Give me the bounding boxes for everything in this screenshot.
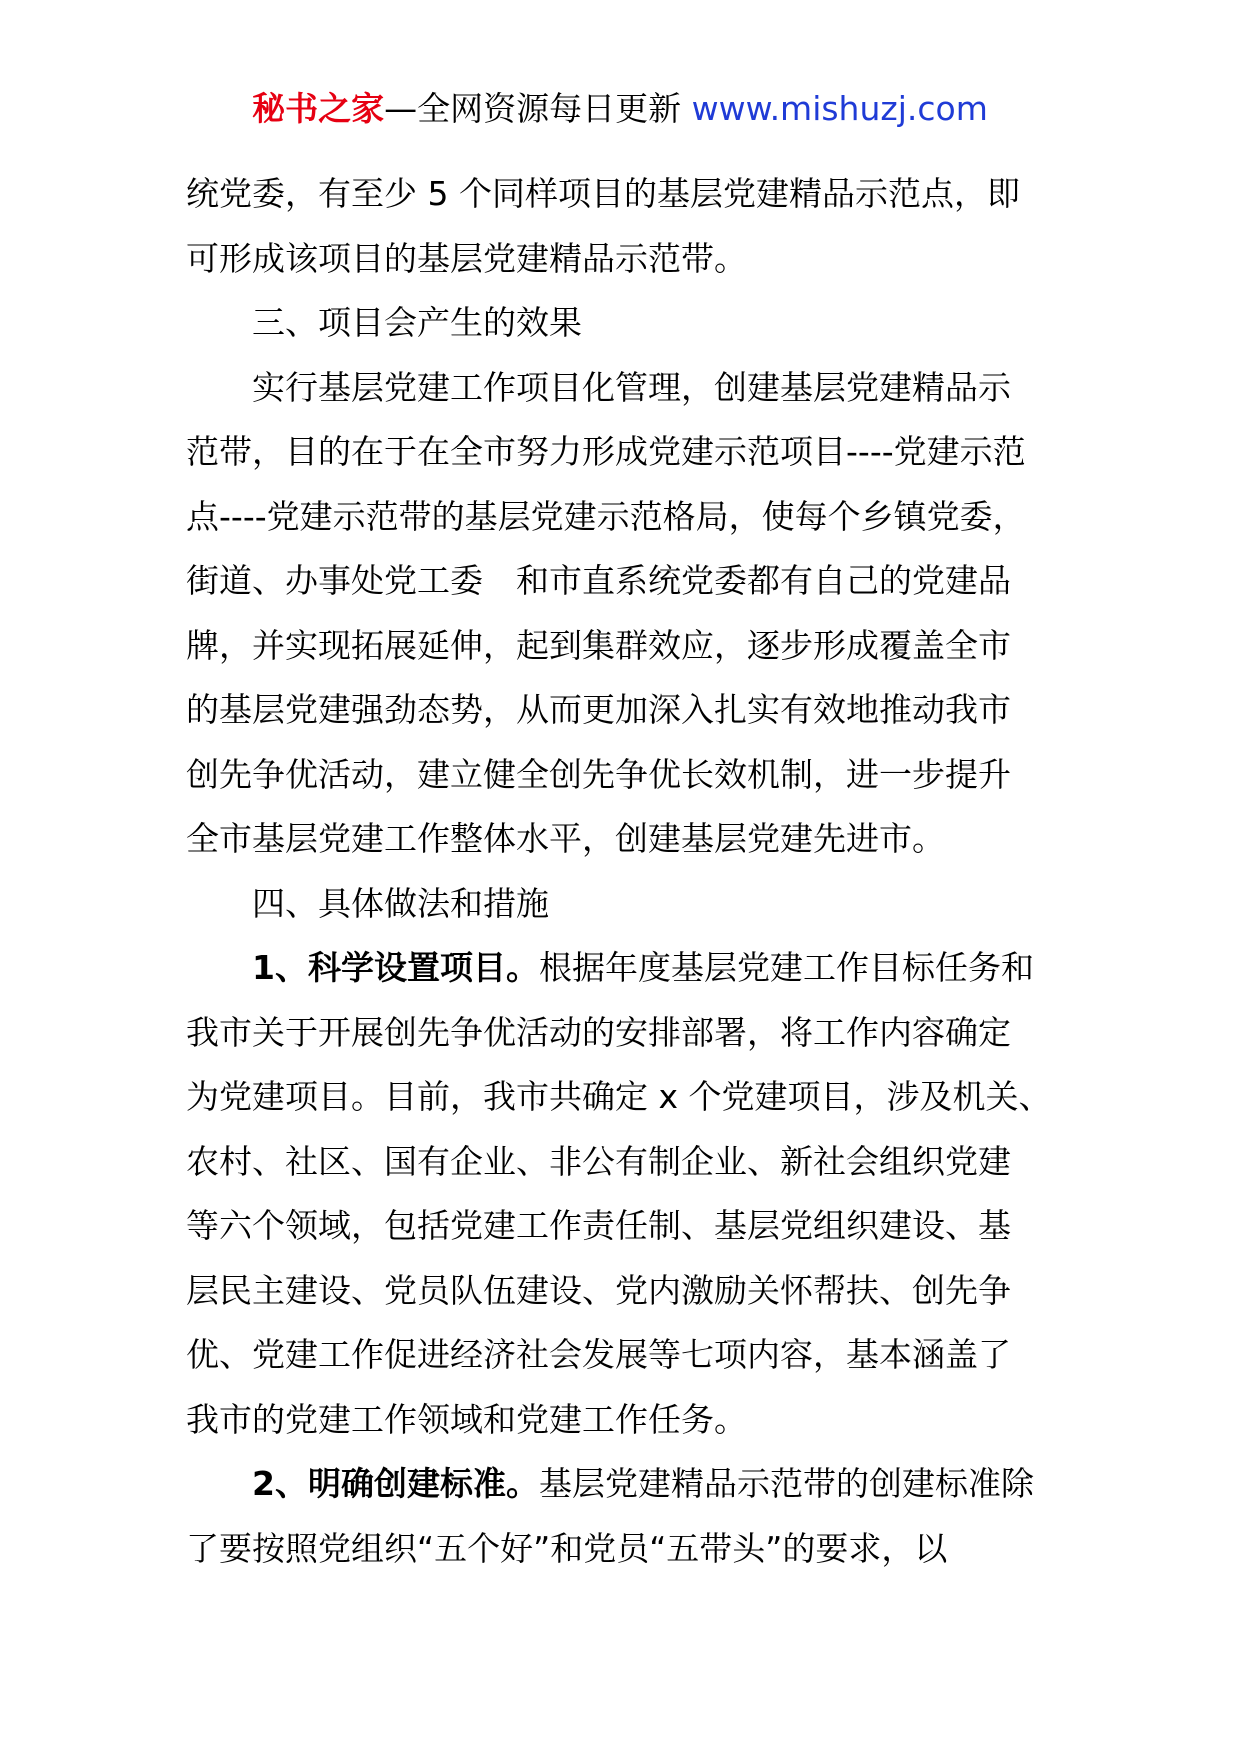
item-2-first-line xyxy=(186,1452,1066,1517)
body-line: 街道、办事处党工委 和市直系统党委都有自己的党建品 xyxy=(186,561,1011,600)
body-line: 的基层党建强劲态势，从而更加深入扎实有效地推动我市 xyxy=(186,690,1011,729)
body-line: 实行基层党建工作项目化管理，创建基层党建精品示 xyxy=(252,367,1011,407)
body-line: 全市基层党建工作整体水平，创建基层党建先进市。 xyxy=(186,819,945,858)
body-line: 为党建项目。目前，我市共确定 x 个党建项目，涉及机关、 xyxy=(186,1077,1052,1116)
header-brand: 秘书之家 xyxy=(252,89,385,128)
body-line: 统党委，有至少 5 个同样项目的基层党建精品示范点，即 xyxy=(186,174,1020,213)
item-1-text: 根据年度基层党建工作目标任务和 xyxy=(538,948,1034,987)
header-tagline: —全网资源每日更新 xyxy=(384,89,692,128)
page-header xyxy=(0,86,1240,132)
header-url-link[interactable]: www.mishuzj.com xyxy=(691,89,988,128)
item-2-text: 基层党建精品示范带的创建标准除 xyxy=(538,1464,1034,1503)
section-heading: 三、项目会产生的效果 xyxy=(252,303,582,342)
body-line: 优、党建工作促进经济社会发展等七项内容，基本涵盖了 xyxy=(186,1335,1011,1374)
document-body xyxy=(186,162,1066,1581)
body-line: 了要按照党组织“五个好”和党员“五带头”的要求，以 xyxy=(186,1528,948,1568)
body-line: 我市的党建工作领域和党建工作任务。 xyxy=(186,1399,747,1439)
body-line: 牌，并实现拓展延伸，起到集群效应，逐步形成覆盖全市 xyxy=(186,625,1011,665)
body-line: 层民主建设、党员队伍建设、党内激励关怀帮扶、创先争 xyxy=(186,1270,1011,1310)
item-1-title: 1、科学设置项目。 xyxy=(252,948,539,987)
body-line: 农村、社区、国有企业、非公有制企业、新社会组织党建 xyxy=(186,1141,1011,1181)
body-line: 范带，目的在于在全市努力形成党建示范项目----党建示范 xyxy=(186,432,1026,471)
section-heading: 四、具体做法和措施 xyxy=(252,883,549,923)
item-1-first-line xyxy=(186,936,1066,1001)
body-line: 我市关于开展创先争优活动的安排部署，将工作内容确定 xyxy=(186,1012,1011,1052)
body-line: 点----党建示范带的基层党建示范格局，使每个乡镇党委， xyxy=(186,496,1026,536)
item-2-title: 2、明确创建标准。 xyxy=(252,1464,539,1503)
body-line: 创先争优活动，建立健全创先争优长效机制，进一步提升 xyxy=(186,754,1011,794)
body-line: 可形成该项目的基层党建精品示范带。 xyxy=(186,238,747,278)
body-line: 等六个领域，包括党建工作责任制、基层党组织建设、基 xyxy=(186,1206,1011,1245)
